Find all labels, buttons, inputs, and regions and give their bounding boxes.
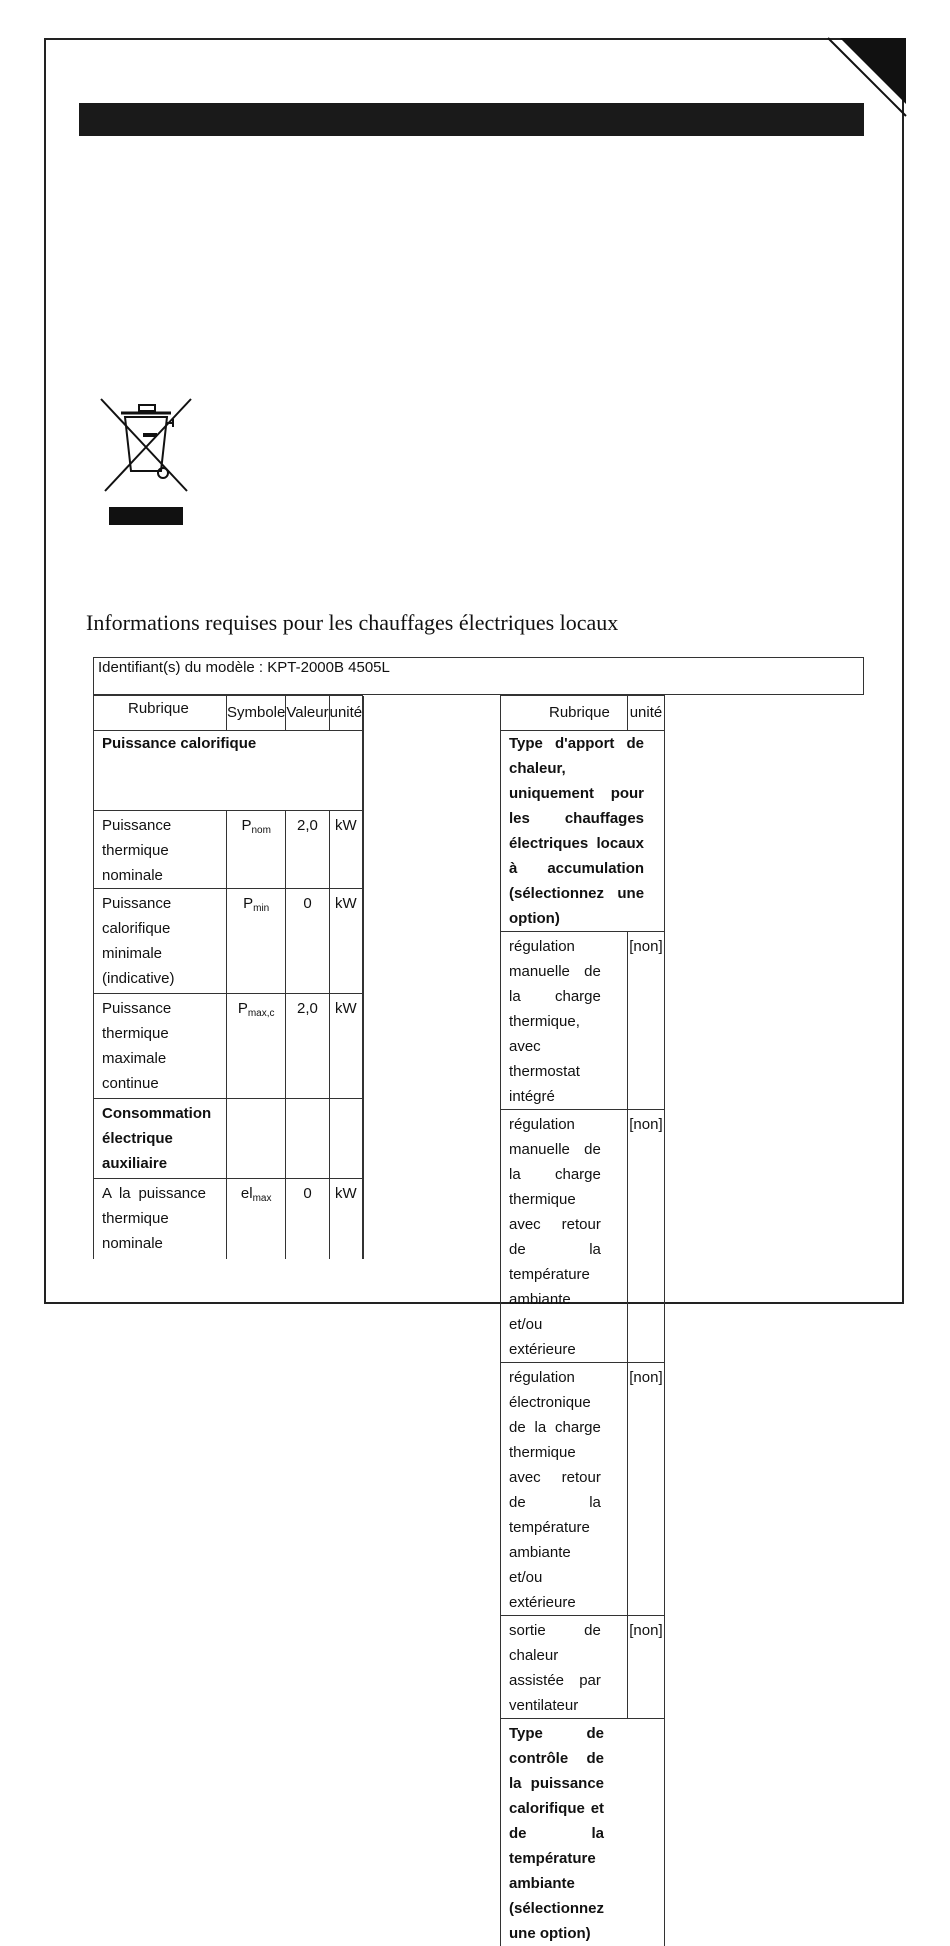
gap-cell: [363, 811, 364, 889]
row-5-symbol-sub: max: [253, 1193, 272, 1204]
right-row-0-cell: [501, 731, 665, 932]
row-1-symbol: P: [241, 817, 251, 834]
header-rubrique: Rubrique: [94, 696, 226, 721]
row-2-symbol-sub: min: [253, 903, 269, 914]
table-row: [94, 1179, 364, 1259]
row-4-unit-cell: [329, 1099, 363, 1179]
row-4-symbol-cell: [227, 1099, 286, 1179]
table-row: [501, 731, 665, 932]
row-5-value: 0: [286, 1179, 328, 1206]
header-rubrique-right-cell: [501, 696, 628, 731]
row-2-label: Puissance calorifique minimale (indicative): [94, 889, 206, 991]
row-1-value: 2,0: [286, 811, 328, 838]
table-row: [94, 811, 364, 889]
right-row-2-label-cell: [501, 1110, 628, 1363]
row-3-symbol: P: [238, 1000, 248, 1017]
header-valeur-cell: [286, 696, 329, 731]
header-symbole: Symbole: [227, 696, 285, 730]
row-4-label: Consommation électrique auxiliaire: [94, 1099, 226, 1176]
right-row-1-value-cell: [627, 932, 664, 1110]
row-5-label-cell: [94, 1179, 227, 1259]
row-2-unit: kW: [330, 889, 363, 916]
row-3-label-cell: [94, 994, 227, 1099]
row-1-value-cell: [286, 811, 329, 889]
header-rubrique-right: Rubrique: [501, 696, 627, 730]
row-0-label: Puissance calorifique: [94, 731, 362, 753]
row-3-unit-cell: [329, 994, 363, 1099]
header-unite-cell: [329, 696, 363, 731]
row-3-label: Puissance thermique maximale continue: [94, 994, 206, 1096]
right-row-3-label-cell: [501, 1363, 628, 1616]
row-5-unit: kW: [330, 1179, 363, 1206]
section-header-bar: [79, 103, 864, 136]
row-3-symbol-cell: [227, 994, 286, 1099]
header-unite-right: unité: [628, 696, 664, 730]
right-row-4-value-cell: [627, 1616, 664, 1719]
gap-cell: [363, 731, 364, 811]
weee-crossed-bin-icon: [99, 395, 194, 495]
row-2-value-cell: [286, 889, 329, 994]
right-row-1-label-cell: [501, 932, 628, 1110]
right-row-3-label: régulation électronique de la charge thermique avec retour de la température ambiante et/ou extérieure: [501, 1363, 627, 1615]
row-0-cell: [94, 731, 363, 811]
row-5-label: A la puissance thermique nominale: [94, 1179, 210, 1256]
header-rubrique-cell: [94, 696, 227, 731]
right-row-2-value-cell: [627, 1110, 664, 1363]
table-row: [94, 1099, 364, 1179]
model-identifier: Identifiant(s) du modèle : KPT-2000B 4505L: [93, 657, 864, 695]
row-3-symbol-sub: max,c: [248, 1008, 275, 1019]
row-2-unit-cell: [329, 889, 363, 994]
header-symbole-cell: [227, 696, 286, 731]
header-valeur: Valeur: [286, 696, 328, 730]
power-specs-table: [93, 695, 364, 1259]
right-row-5-label: Type de contrôle de la puissance calorifique et de la température ambiante (sélectionnez une option): [501, 1719, 664, 1946]
row-1-label: Puissance thermique nominale: [94, 811, 226, 888]
row-1-symbol-cell: [227, 811, 286, 889]
row-2-label-cell: [94, 889, 227, 994]
right-row-4-label: sortie de chaleur assistée par ventilateur: [501, 1616, 627, 1718]
table-row: [501, 932, 665, 1110]
row-2-value: 0: [286, 889, 328, 916]
right-row-4-value: [non]: [628, 1616, 664, 1643]
row-4-value-cell: [286, 1099, 329, 1179]
right-row-0-label: Type d'apport de chaleur, uniquement pour les chauffages électriques locaux à accumulation (sélectionnez une option): [501, 731, 664, 931]
right-row-2-label: régulation manuelle de la charge thermique avec retour de la température ambiante et/ou extérieure: [501, 1110, 627, 1362]
right-row-2-value: [non]: [628, 1110, 664, 1137]
table-row: [501, 1110, 665, 1363]
gap-cell: [363, 889, 364, 994]
table-row: [501, 1719, 665, 1946]
table-row: [94, 731, 364, 811]
right-row-5-cell: [501, 1719, 665, 1946]
table-row: [94, 889, 364, 994]
heat-input-table: [500, 695, 665, 1946]
gap-cell: [363, 696, 364, 731]
row-5-symbol: el: [241, 1185, 253, 1202]
row-2-symbol-cell: [227, 889, 286, 994]
right-row-1-value: [non]: [628, 932, 664, 959]
row-1-unit-cell: [329, 811, 363, 889]
table-row: [501, 1363, 665, 1616]
gap-cell: [363, 994, 364, 1099]
row-1-symbol-sub: nom: [251, 825, 270, 836]
row-3-unit: kW: [330, 994, 363, 1021]
right-row-1-label: régulation manuelle de la charge thermique, avec thermostat intégré: [501, 932, 627, 1109]
row-2-symbol: P: [243, 895, 253, 912]
row-1-unit: kW: [330, 811, 363, 838]
right-row-4-label-cell: [501, 1616, 628, 1719]
gap-cell: [363, 1179, 364, 1259]
weee-underline-bar: [109, 507, 183, 525]
table-row: [501, 1616, 665, 1719]
header-unite: unité: [330, 696, 363, 730]
row-4-label-cell: [94, 1099, 227, 1179]
row-5-value-cell: [286, 1179, 329, 1259]
row-3-value-cell: [286, 994, 329, 1099]
section-title: Informations requises pour les chauffages électriques locaux: [86, 610, 618, 636]
row-5-symbol-cell: [227, 1179, 286, 1259]
gap-cell: [363, 1099, 364, 1179]
row-3-value: 2,0: [286, 994, 328, 1021]
row-5-unit-cell: [329, 1179, 363, 1259]
table-row: [94, 994, 364, 1099]
right-row-3-value: [non]: [628, 1363, 664, 1390]
right-row-3-value-cell: [627, 1363, 664, 1616]
header-unite-right-cell: [627, 696, 664, 731]
table-header-row: [94, 696, 364, 731]
table-header-row: [501, 696, 665, 731]
row-1-label-cell: [94, 811, 227, 889]
